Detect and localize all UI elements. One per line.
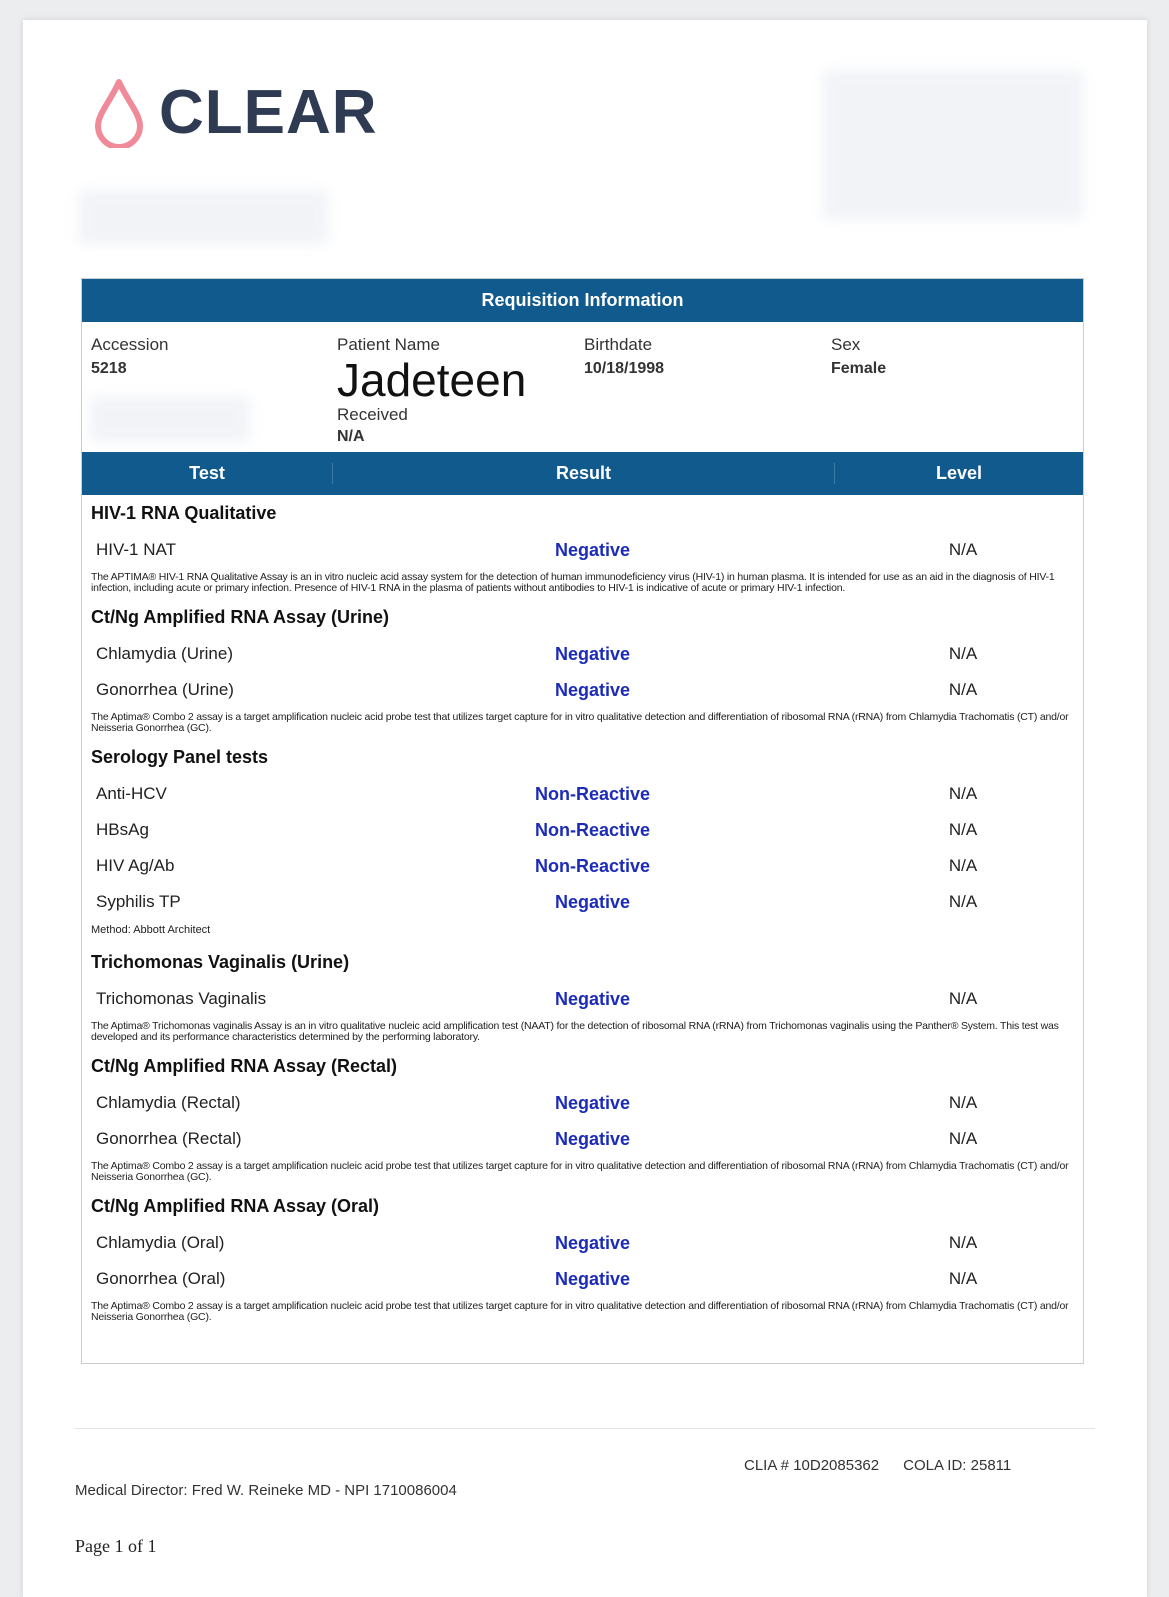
test-name: Chlamydia (Urine): [96, 644, 233, 663]
table-row: [82, 1121, 1083, 1157]
test-level: N/A: [948, 1233, 978, 1252]
section-title: Ct/Ng Amplified RNA Assay (Rectal): [91, 1056, 398, 1076]
medical-director: Medical Director: Fred W. Reineke MD - NPI 1710086004: [75, 1482, 457, 1499]
patient-name-field: [337, 335, 526, 446]
test-name: HIV Ag/Ab: [96, 856, 175, 875]
section-note: The Aptima® Trichomonas vaginalis Assay is an in vitro qualitative nucleic acid amplification test (NAAT) for the detection of ribosomal RNA (rRNA) from Trichomonas vaginalis using the Panther® System. This test was developed and its performance characteristics determined by the performing laboratory.: [91, 1020, 1059, 1043]
droplet-icon: [93, 78, 145, 148]
patient-name-label: Patient Name: [337, 335, 440, 354]
test-result: Non-Reactive: [534, 855, 651, 876]
accession-label: Accession: [91, 335, 169, 354]
test-name: HIV-1 NAT: [96, 540, 176, 559]
test-section: [82, 739, 1083, 944]
lab-identifiers: [744, 1457, 1011, 1474]
redacted-area: [78, 190, 328, 245]
sex-label: Sex: [831, 335, 861, 354]
test-result: Non-Reactive: [534, 783, 651, 804]
test-level: N/A: [948, 1093, 978, 1112]
section-note: The APTIMA® HIV-1 RNA Qualitative Assay is an in vitro nucleic acid assay system for the detection of human immunodeficiency virus (HIV-1) in human plasma. It is intended for use as an aid in the diagnosis of HIV-1 infection, including acute or primary infection. Presence of HIV-1 RNA in the plasma of patients without antibodies to HIV-1 is indicative of acute or primary HIV-1 infection.: [91, 571, 1055, 594]
requisition-info: [82, 322, 1083, 452]
birthdate-field: [584, 335, 664, 378]
table-row: [82, 776, 1083, 812]
test-name: Gonorrhea (Rectal): [96, 1129, 242, 1148]
test-level: N/A: [948, 1269, 978, 1288]
accession-value: 5218: [91, 360, 127, 377]
test-section: [82, 495, 1083, 599]
section-method: Method: Abbott Architect: [91, 924, 211, 936]
received-label: Received: [337, 405, 408, 424]
clia-number: CLIA # 10D2085362: [744, 1457, 880, 1474]
section-title: Trichomonas Vaginalis (Urine): [91, 952, 350, 972]
section-note: The Aptima® Combo 2 assay is a target amplification nucleic acid probe test that utilizes target capture for in vitro qualitative detection and differentiation of ribosomal RNA (rRNA) from Chlamydia Trachomatis (CT) and/or Neisseria Gonorrhea (GC).: [91, 711, 1069, 734]
birthdate-value: 10/18/1998: [584, 360, 665, 377]
test-name: Anti-HCV: [96, 784, 167, 803]
test-name: Chlamydia (Rectal): [96, 1093, 241, 1112]
sex-field: [831, 335, 886, 378]
column-result: Result: [333, 463, 835, 484]
test-level: N/A: [948, 680, 978, 699]
requisition-header: Requisition Information: [82, 279, 1083, 322]
cola-id: COLA ID: 25811: [903, 1457, 1012, 1474]
test-result: Non-Reactive: [534, 819, 651, 840]
test-section: [82, 1188, 1083, 1328]
test-section: [82, 944, 1083, 1048]
table-row: [82, 672, 1083, 708]
section-title: HIV-1 RNA Qualitative: [91, 503, 277, 523]
test-level: N/A: [948, 820, 978, 839]
test-level: N/A: [948, 856, 978, 875]
test-level: N/A: [948, 540, 978, 559]
report-page: [23, 20, 1147, 1597]
patient-name-value: Jadeteen: [337, 354, 527, 406]
table-row: [82, 1225, 1083, 1261]
page-number: Page 1 of 1: [75, 1536, 157, 1556]
test-name: Gonorrhea (Urine): [96, 680, 234, 699]
requisition-card: [81, 278, 1084, 1364]
test-name: Gonorrhea (Oral): [96, 1269, 226, 1288]
table-row: [82, 812, 1083, 848]
test-level: N/A: [948, 784, 978, 803]
test-result: Negative: [554, 643, 631, 664]
section-title: Ct/Ng Amplified RNA Assay (Oral): [91, 1196, 380, 1216]
table-row: [82, 981, 1083, 1017]
test-result: Negative: [554, 891, 631, 912]
section-title: Ct/Ng Amplified RNA Assay (Urine): [91, 607, 390, 627]
redacted-area: [90, 397, 250, 442]
column-level: Level: [935, 463, 983, 483]
test-result: Negative: [554, 988, 631, 1009]
test-result: Negative: [554, 679, 631, 700]
test-name: Chlamydia (Oral): [96, 1233, 225, 1252]
test-level: N/A: [948, 644, 978, 663]
brand-name: CLEAR: [159, 78, 378, 147]
sex-value: Female: [831, 360, 887, 377]
test-name: Trichomonas Vaginalis: [96, 989, 267, 1008]
test-result: Negative: [554, 1232, 631, 1253]
brand-logo: [93, 78, 378, 148]
test-name: Syphilis TP: [96, 892, 181, 911]
test-result: Negative: [554, 1092, 631, 1113]
table-row: [82, 1261, 1083, 1297]
footer-divider: [75, 1428, 1095, 1429]
results-column-header: [82, 452, 1083, 495]
test-section: [82, 1048, 1083, 1188]
test-section: [82, 599, 1083, 739]
birthdate-label: Birthdate: [584, 335, 653, 354]
test-level: N/A: [948, 892, 978, 911]
column-test: Test: [82, 463, 333, 484]
table-row: [82, 1085, 1083, 1121]
test-level: N/A: [948, 989, 978, 1008]
test-result: Negative: [554, 1128, 631, 1149]
accession-field: [91, 335, 168, 378]
table-row: [82, 636, 1083, 672]
section-note: The Aptima® Combo 2 assay is a target amplification nucleic acid probe test that utilizes target capture for in vitro qualitative detection and differentiation of ribosomal RNA (rRNA) from Chlamydia Trachomatis (CT) and/or Neisseria Gonorrhea (GC).: [91, 1300, 1069, 1323]
table-row: [82, 884, 1083, 920]
section-title: Serology Panel tests: [91, 747, 269, 767]
section-note: The Aptima® Combo 2 assay is a target amplification nucleic acid probe test that utilizes target capture for in vitro qualitative detection and differentiation of ribosomal RNA (rRNA) from Chlamydia Trachomatis (CT) and/or Neisseria Gonorrhea (GC).: [91, 1160, 1069, 1183]
redacted-area: [823, 70, 1083, 220]
table-row: [82, 532, 1083, 568]
test-level: N/A: [948, 1129, 978, 1148]
test-name: HBsAg: [96, 820, 149, 839]
test-result: Negative: [554, 539, 631, 560]
test-result: Negative: [554, 1268, 631, 1289]
table-row: [82, 848, 1083, 884]
received-value: N/A: [337, 428, 365, 445]
